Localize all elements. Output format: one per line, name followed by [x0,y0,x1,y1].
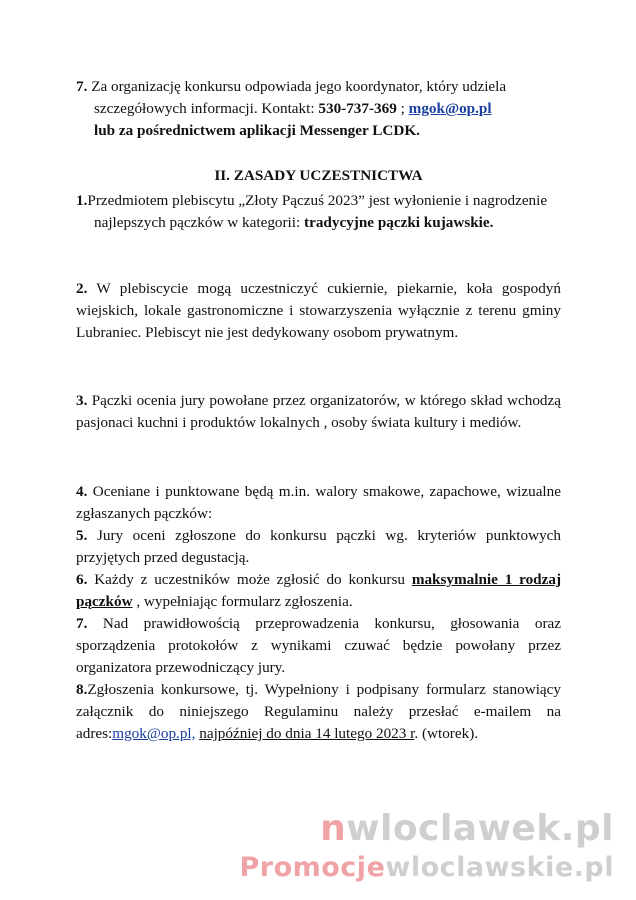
item-4-to-8 [76,481,561,745]
item-text: Każdy z uczestników może zgłosić do konkursu [87,571,412,588]
watermark-line-1 [320,808,614,849]
item-number: 1. [76,192,88,209]
item-4 [76,483,561,522]
item-text-rest: , wypełniając formularz zgłoszenia. [132,593,353,610]
item-7-jury [76,615,561,676]
item-number: 6. [76,571,88,588]
watermark-line-2 [239,852,614,883]
item-number: 8. [76,681,88,698]
item-3 [76,390,561,434]
watermark-red-text: Promocje [239,852,386,883]
item-number: 7. [76,615,88,632]
item-number: 5. [76,527,88,544]
item-2 [76,278,561,344]
watermark-grey-text: wloclawskie.pl [385,852,614,883]
item-8 [76,681,561,742]
category-name: tradycyjne pączki kujawskie. [304,214,494,231]
section-heading: II. ZASADY UCZESTNICTWA [214,167,423,184]
item-6 [76,571,561,610]
email-link[interactable]: mgok@op.pl, [112,725,196,742]
email-link[interactable]: mgok@op.pl [408,100,492,117]
item-number: 3. [76,392,88,409]
item-text: Przedmiotem plebiscytu „Złoty Pączuś 2023” jest wyłonienie i nagrodzenie najlepszych pączków w kategorii: [87,192,548,231]
section-title [76,165,561,187]
item-text: Za organizację konkursu odpowiada jego koordynator, który udziela szczegółowych informacji. Kontakt: [87,78,507,117]
item-text: Zgłoszenia konkursowe, tj. Wypełniony i podpisany formularz stanowiący załącznik do niniejszego Regulaminu należy przesłać e-mailem na adres: [76,681,561,742]
item-number: 4. [76,483,88,500]
item-text: Pączki ocenia jury powołane przez organizatorów, w którego skład wchodzą pasjonaci kuchni i produktów lokalnych , osoby świata kultury i mediów. [76,392,561,431]
item-text: Jury oceni zgłoszone do konkursu pączki wg. kryteriów punktowych przyjętych przed degustacją. [76,527,561,566]
item-text: Oceniane i punktowane będą m.in. walory smakowe, zapachowe, wizualne zgłaszanych pączków: [76,483,561,522]
item-5 [76,527,561,566]
item-1 [76,190,579,234]
watermark-red-text: n [320,808,347,849]
item-number: 7. [76,78,88,95]
watermark-grey-text: wloclawek.pl [346,808,614,849]
messenger-note: lub za pośrednictwem aplikacji Messenger LCDK. [94,122,420,139]
phone-number: 530-737-369 [318,100,397,117]
separator: ; [396,100,409,117]
item-text: Nad prawidłowością przeprowadzenia konkursu, głosowania oraz sporządzenia protokołów z wynikami czuwać będzie powołany przez organizatora przewodniczący jury. [76,615,561,676]
item-number: 2. [76,280,88,297]
item-text-rest: . (wtorek). [414,725,479,742]
deadline: najpóźniej do dnia 14 lutego 2023 r [199,725,415,742]
entry-limit: maksymalnie 1 rodzaj pączków [76,571,561,610]
item-text: W plebiscycie mogą uczestniczyć cukiernie, piekarnie, koła gospodyń wiejskich, lokale gastronomiczne i stowarzyszenia wyłącznie z terenu gminy Lubraniec. Plebiscyt nie jest dedykowany osobom prywatnym. [76,280,561,341]
item-7-contact [76,76,579,142]
